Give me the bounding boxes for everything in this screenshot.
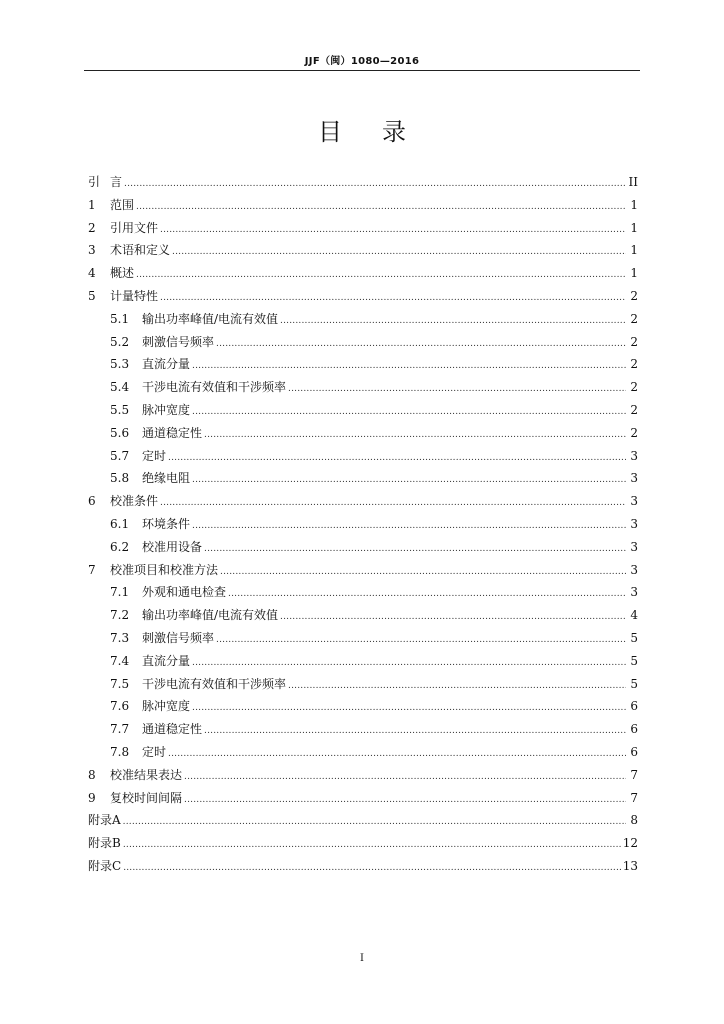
toc-entry[interactable] <box>88 513 638 536</box>
toc-entry-label: 附录A <box>88 813 121 828</box>
toc-entry-label: 干涉电流有效值和干涉频率 <box>142 380 287 395</box>
toc-entry-number: 5 <box>88 288 96 303</box>
toc-entry[interactable] <box>88 650 638 673</box>
toc-entry-page: 3 <box>630 562 638 577</box>
toc-entry-label: 脉冲宽度 <box>142 699 191 714</box>
toc-dot-leader <box>160 287 626 310</box>
toc-dot-leader <box>192 697 626 720</box>
toc-entry-number: 5.8 <box>110 471 130 486</box>
toc-entry-page: 2 <box>630 402 638 417</box>
toc-entry-number: 5.7 <box>110 448 130 463</box>
toc-entry-page: 6 <box>630 744 638 759</box>
toc-dot-leader <box>192 652 626 675</box>
toc-dot-leader <box>192 355 626 378</box>
toc-entry-page: 7 <box>630 767 638 782</box>
toc-entry-number: 5.3 <box>110 357 130 372</box>
document-code-header: JJF（闽）1080—2016 <box>304 56 420 67</box>
toc-entry-label: 外观和通电检查 <box>142 585 227 600</box>
toc-entry[interactable] <box>88 399 638 422</box>
toc-entry[interactable] <box>88 787 638 810</box>
toc-entry-label: 校准用设备 <box>142 539 203 554</box>
toc-entry-number: 7 <box>88 562 96 577</box>
toc-entry[interactable] <box>88 171 638 194</box>
toc-entry[interactable] <box>88 285 638 308</box>
toc-entry-label: 直流分量 <box>142 653 191 668</box>
toc-entry-label: 附录B <box>88 836 121 851</box>
toc-entry-label: 附录C <box>88 858 122 873</box>
toc-entry-page: 3 <box>630 448 638 463</box>
toc-entry-page: 3 <box>630 494 638 509</box>
toc-entry-label: 环境条件 <box>142 516 191 531</box>
toc-entry-number: 7.4 <box>110 653 130 668</box>
toc-dot-leader <box>136 264 626 287</box>
toc-entry-label: 绝缘电阻 <box>142 471 191 486</box>
toc-dot-leader <box>168 447 626 470</box>
toc-entry-number: 7.7 <box>110 722 130 737</box>
toc-dot-leader <box>280 310 626 333</box>
toc-entry-page: 3 <box>630 585 638 600</box>
toc-dot-leader <box>204 538 626 561</box>
toc-entry-number: 7.1 <box>110 585 130 600</box>
toc-entry-label: 刺激信号频率 <box>142 334 215 349</box>
toc-entry-page: 5 <box>630 653 638 668</box>
toc-entry-label: 刺激信号频率 <box>142 630 215 645</box>
toc-entry-label: 术语和定义 <box>110 243 171 258</box>
header-divider <box>84 70 640 71</box>
toc-entry-page: 1 <box>630 220 638 235</box>
toc-entry-label: 通道稳定性 <box>142 425 203 440</box>
toc-entry-number: 6 <box>88 494 96 509</box>
toc-entry-label: 概述 <box>110 266 135 281</box>
toc-entry-page: 6 <box>630 722 638 737</box>
toc-entry-page: 3 <box>630 539 638 554</box>
toc-dot-leader <box>216 333 626 356</box>
toc-entry[interactable] <box>88 718 638 741</box>
toc-entry-number: 9 <box>88 790 96 805</box>
toc-entry[interactable] <box>88 673 638 696</box>
toc-entry-number: 3 <box>88 243 96 258</box>
toc-entry[interactable] <box>88 194 638 217</box>
toc-entry-page: 13 <box>622 858 638 873</box>
toc-entry-label: 复校时间间隔 <box>110 790 183 805</box>
toc-entry[interactable] <box>88 445 638 468</box>
toc-entry-number: 引 <box>88 175 101 189</box>
toc-entry-page: 3 <box>630 516 638 531</box>
toc-entry-page: 2 <box>630 311 638 326</box>
toc-entry-label: 校准项目和校准方法 <box>110 562 219 577</box>
toc-dot-leader <box>192 515 626 538</box>
toc-entry[interactable] <box>88 832 638 855</box>
toc-entry-number: 5.1 <box>110 311 130 326</box>
toc-entry-label: 范围 <box>110 197 135 212</box>
toc-entry[interactable] <box>88 627 638 650</box>
toc-entry-number: 8 <box>88 767 96 782</box>
toc-entry-page: 4 <box>630 608 638 623</box>
toc-entry-page: 2 <box>630 380 638 395</box>
toc-entry[interactable] <box>88 764 638 787</box>
toc-entry-number: 4 <box>88 266 96 281</box>
toc-entry-number: 2 <box>88 220 96 235</box>
toc-dot-leader <box>204 720 626 743</box>
toc-entry[interactable] <box>88 331 638 354</box>
toc-dot-leader <box>192 469 626 492</box>
toc-entry[interactable] <box>88 741 638 764</box>
toc-dot-leader <box>288 675 626 698</box>
toc-dot-leader <box>288 378 626 401</box>
toc-entry[interactable] <box>88 217 638 240</box>
toc-entry-page: 2 <box>630 288 638 303</box>
toc-dot-leader <box>123 834 621 857</box>
toc-entry-label: 输出功率峰值/电流有效值 <box>142 608 279 623</box>
toc-entry-label: 通道稳定性 <box>142 722 203 737</box>
toc-entry-label: 引用文件 <box>110 220 159 235</box>
toc-entry-number: 5.5 <box>110 402 130 417</box>
toc-entry-label: 校准结果表达 <box>110 767 183 782</box>
toc-entry[interactable] <box>88 536 638 559</box>
toc-entry[interactable] <box>88 855 638 878</box>
toc-dot-leader <box>136 196 626 219</box>
toc-entry-number: 6.2 <box>110 539 130 554</box>
toc-entry-number: 5.4 <box>110 380 130 395</box>
toc-entry-number: 7.8 <box>110 744 130 759</box>
toc-entry-label: 脉冲宽度 <box>142 402 191 417</box>
toc-entry-label: 干涉电流有效值和干涉频率 <box>142 676 287 691</box>
toc-entry-page: 5 <box>630 630 638 645</box>
toc-entry-page: 5 <box>630 676 638 691</box>
toc-entry-page: 2 <box>630 357 638 372</box>
toc-dot-leader <box>160 492 626 515</box>
toc-entry[interactable] <box>88 559 638 582</box>
toc-entry[interactable] <box>88 353 638 376</box>
toc-entry-page: 8 <box>630 813 638 828</box>
toc-entry-number: 6.1 <box>110 516 130 531</box>
toc-dot-leader <box>184 789 626 812</box>
toc-dot-leader <box>123 811 626 834</box>
toc-entry-page: 2 <box>630 425 638 440</box>
toc-entry[interactable] <box>88 376 638 399</box>
toc-dot-leader <box>216 629 626 652</box>
toc-entry-page: II <box>628 175 638 189</box>
toc-entry-label: 校准条件 <box>110 494 159 509</box>
toc-entry-number: 7.3 <box>110 630 130 645</box>
toc-entry-label: 言 <box>110 175 123 189</box>
toc-entry-number: 7.2 <box>110 608 130 623</box>
toc-entry-number: 5.2 <box>110 334 130 349</box>
toc-dot-leader <box>168 743 626 766</box>
toc-entry[interactable] <box>88 604 638 627</box>
toc-entry-label: 直流分量 <box>142 357 191 372</box>
toc-entry-number: 5.6 <box>110 425 130 440</box>
toc-dot-leader <box>160 219 626 242</box>
toc-entry[interactable] <box>88 490 638 513</box>
toc-entry-label: 定时 <box>142 448 167 463</box>
toc-entry[interactable] <box>88 581 638 604</box>
toc-entry[interactable] <box>88 695 638 718</box>
page-number: I <box>360 953 364 964</box>
toc-dot-leader <box>204 424 626 447</box>
toc-entry[interactable] <box>88 239 638 262</box>
page-title: 目录 <box>318 118 446 146</box>
table-of-contents <box>88 171 638 878</box>
toc-dot-leader <box>184 766 626 789</box>
toc-entry-page: 2 <box>630 334 638 349</box>
toc-entry-page: 6 <box>630 699 638 714</box>
toc-entry[interactable] <box>88 467 638 490</box>
toc-entry[interactable] <box>88 809 638 832</box>
toc-entry[interactable] <box>88 308 638 331</box>
toc-entry-label: 计量特性 <box>110 288 159 303</box>
toc-entry-number: 7.5 <box>110 676 130 691</box>
toc-dot-leader <box>124 173 626 196</box>
toc-dot-leader <box>228 583 626 606</box>
toc-entry-number: 7.6 <box>110 699 130 714</box>
toc-entry-page: 1 <box>630 197 638 212</box>
toc-entry-label: 定时 <box>142 744 167 759</box>
toc-dot-leader <box>192 401 626 424</box>
toc-entry-number: 1 <box>88 197 96 212</box>
toc-dot-leader <box>220 561 626 584</box>
toc-entry-page: 1 <box>630 243 638 258</box>
toc-entry-page: 12 <box>622 836 638 851</box>
toc-entry-page: 7 <box>630 790 638 805</box>
toc-entry[interactable] <box>88 262 638 285</box>
toc-dot-leader <box>172 241 626 264</box>
toc-entry-page: 1 <box>630 266 638 281</box>
toc-entry[interactable] <box>88 422 638 445</box>
toc-entry-label: 输出功率峰值/电流有效值 <box>142 311 279 326</box>
toc-dot-leader <box>280 606 626 629</box>
toc-dot-leader <box>123 857 621 880</box>
toc-entry-page: 3 <box>630 471 638 486</box>
